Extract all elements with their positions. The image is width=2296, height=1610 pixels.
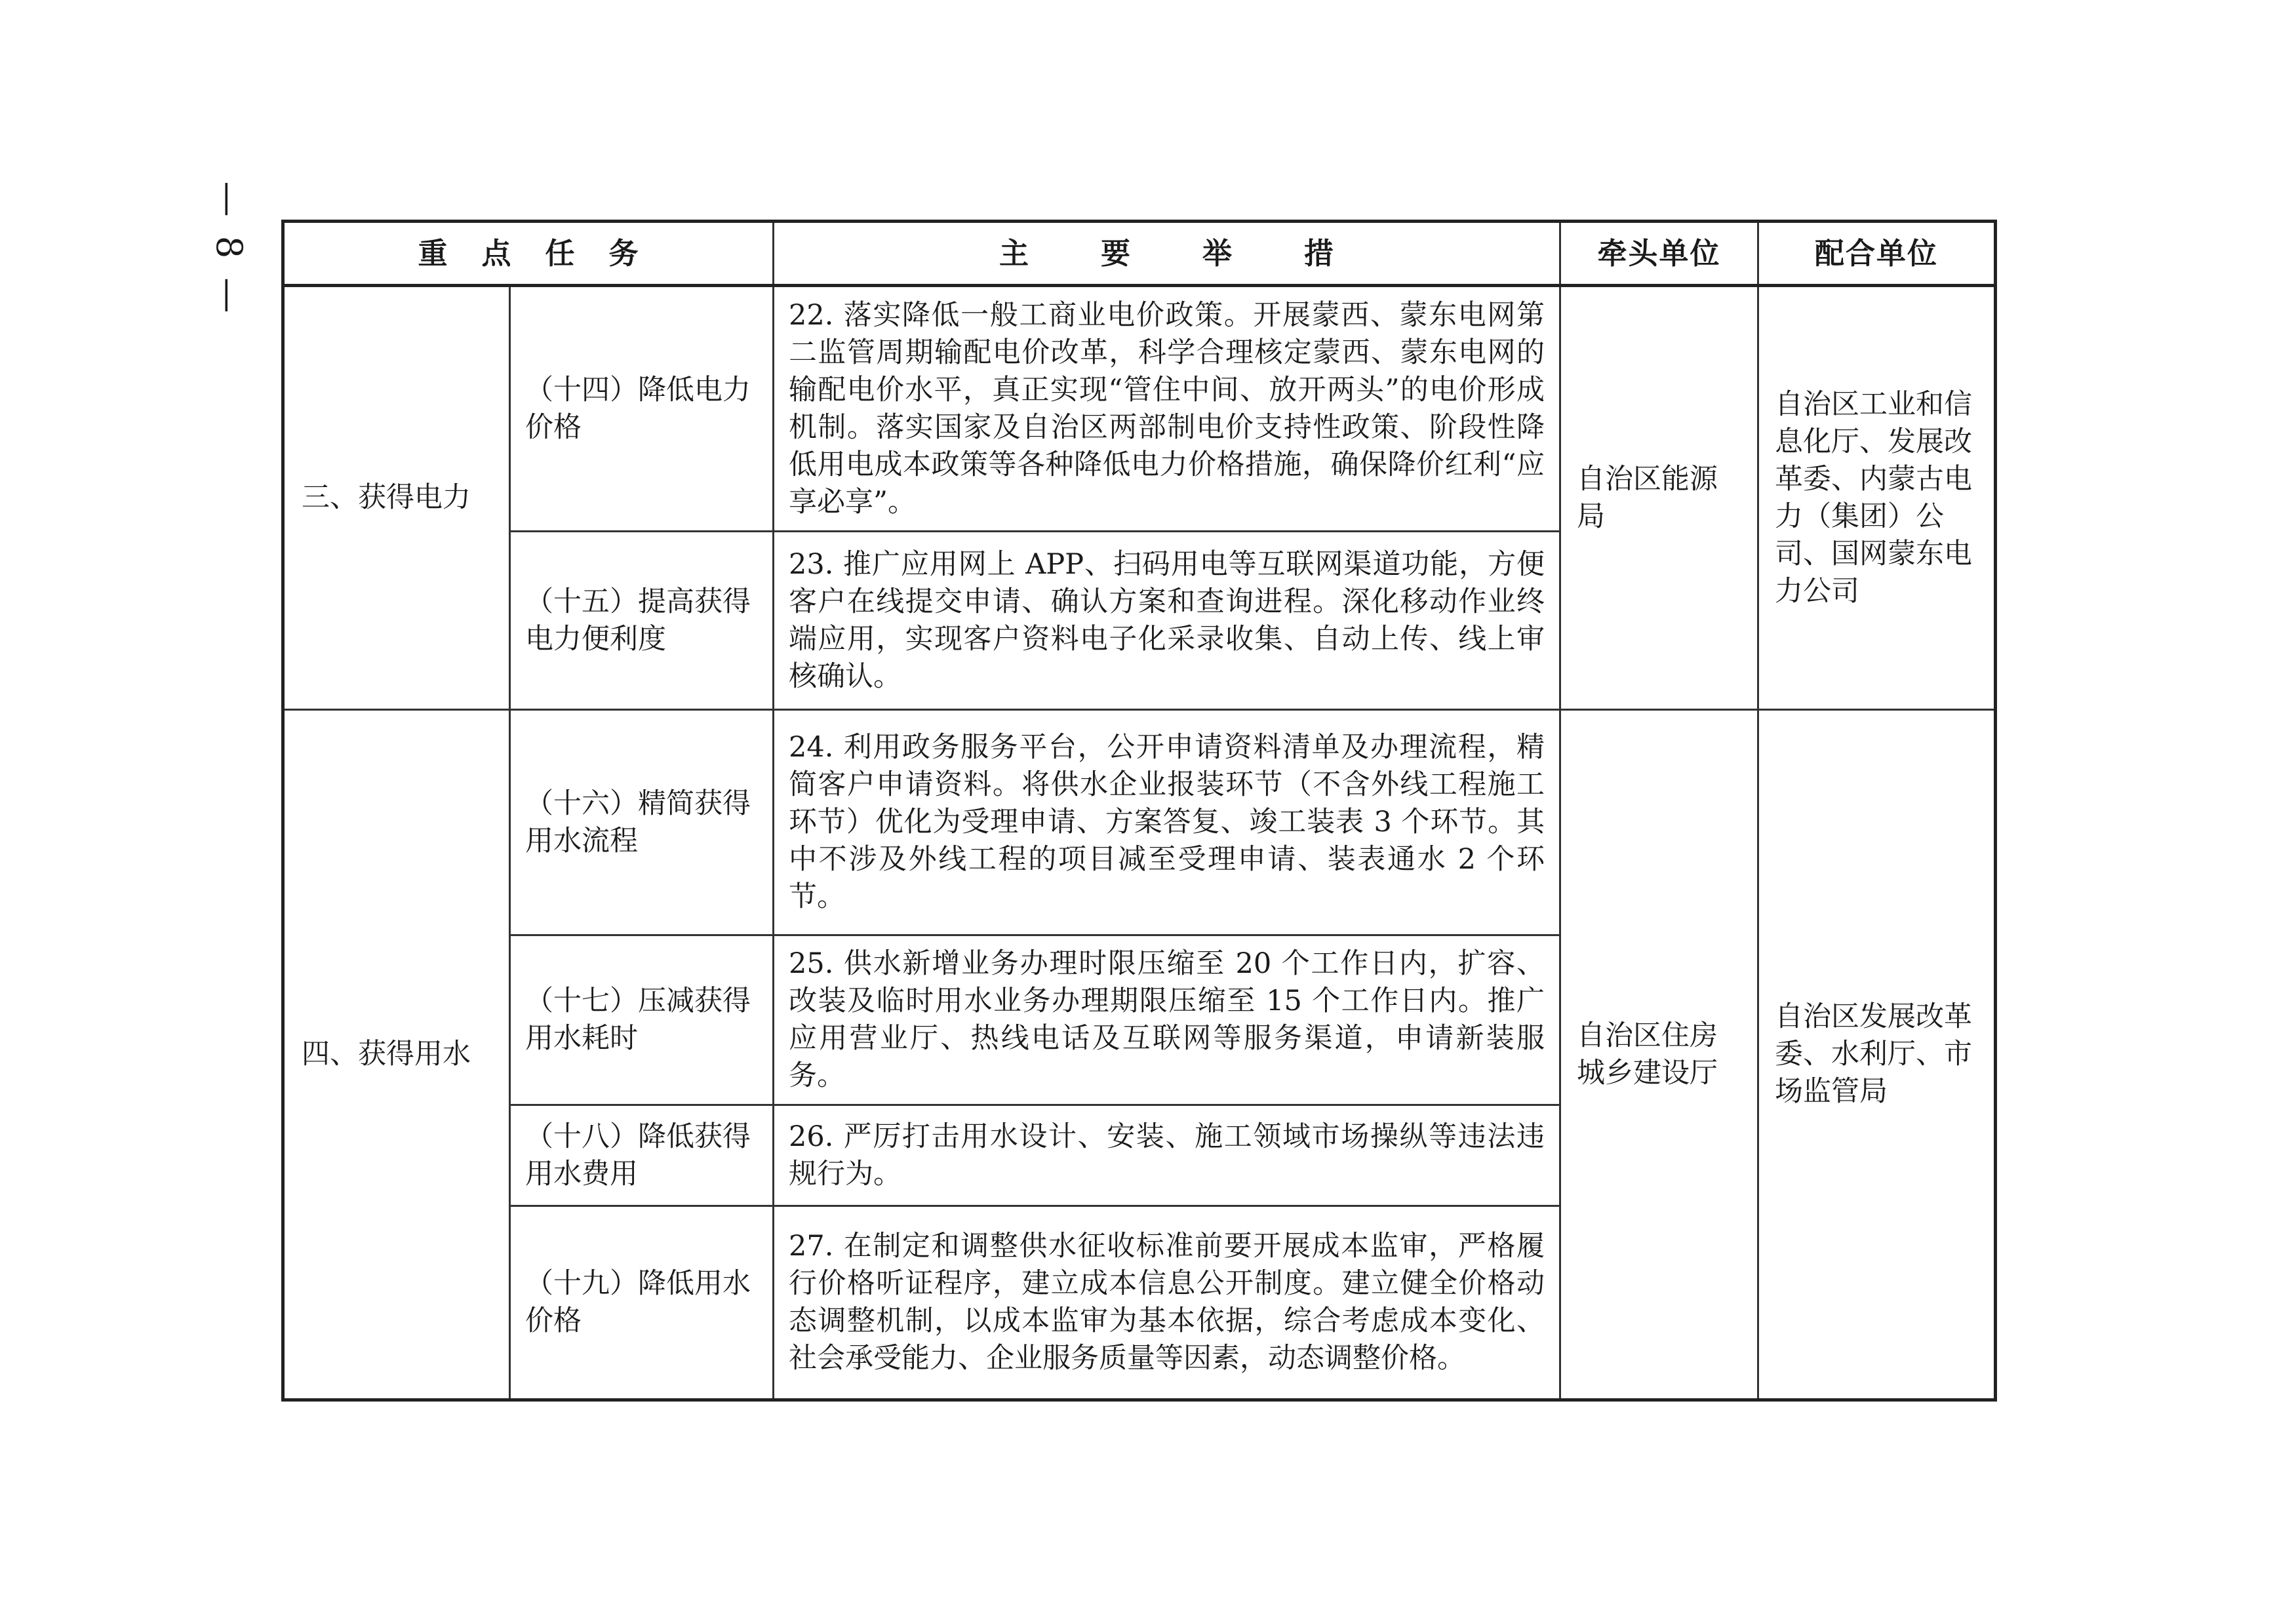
category-cell: 四、获得用水	[283, 710, 510, 1400]
subtask-cell: （十五）提高获得电力便利度	[510, 532, 774, 710]
cooperating-unit-cell: 自治区工业和信息化厅、发展改革委、内蒙古电力（集团）公司、国网蒙东电力公司	[1758, 286, 1996, 710]
header-key-tasks: 重点任务	[283, 222, 774, 286]
category-cell: 三、获得电力	[283, 286, 510, 710]
subtask-cell: （十八）降低获得用水费用	[510, 1105, 774, 1206]
measure-cell: 26. 严厉打击用水设计、安装、施工领域市场操纵等违法违规行为。	[774, 1105, 1560, 1206]
header-lead-unit: 牵头单位	[1560, 222, 1758, 286]
task-table-container	[281, 220, 1994, 1402]
measure-cell: 23. 推广应用网上 APP、扫码用电等互联网渠道功能，方便客户在线提交申请、确认方案和查询进程。深化移动作业终端应用，实现客户资料电子化采录收集、自动上传、线上审核确认。	[774, 532, 1560, 710]
measure-cell: 24. 利用政务服务平台，公开申请资料清单及办理流程，精简客户申请资料。将供水企业报装环节（不含外线工程施工环节）优化为受理申请、方案答复、竣工装表 3 个环节。其中不涉及外线工程的项目减至受理申请、装表通水 2 个环节。	[774, 710, 1560, 935]
table-row	[283, 710, 1996, 935]
lead-unit-cell: 自治区住房城乡建设厅	[1560, 710, 1758, 1400]
table-header-row	[283, 222, 1996, 286]
measure-cell: 25. 供水新增业务办理时限压缩至 20 个工作日内，扩容、改装及临时用水业务办理期限压缩至 15 个工作日内。推广应用营业厅、热线电话及互联网等服务渠道，申请新装服务。	[774, 935, 1560, 1105]
cooperating-unit-cell: 自治区发展改革委、水利厅、市场监管局	[1758, 710, 1996, 1400]
lead-unit-cell: 自治区能源局	[1560, 286, 1758, 710]
table-row	[283, 286, 1996, 532]
subtask-cell: （十六）精简获得用水流程	[510, 710, 774, 935]
subtask-cell: （十九）降低用水价格	[510, 1206, 774, 1400]
header-cooperating-unit: 配合单位	[1758, 222, 1996, 286]
page-number: — 8 —	[208, 181, 250, 317]
task-table	[281, 220, 1997, 1402]
subtask-cell: （十七）压减获得用水耗时	[510, 935, 774, 1105]
measure-cell: 27. 在制定和调整供水征收标准前要开展成本监审，严格履行价格听证程序，建立成本信息公开制度。建立健全价格动态调整机制，以成本监审为基本依据，综合考虑成本变化、社会承受能力、企业服务质量等因素，动态调整价格。	[774, 1206, 1560, 1400]
measure-cell: 22. 落实降低一般工商业电价政策。开展蒙西、蒙东电网第二监管周期输配电价改革，科学合理核定蒙西、蒙东电网的输配电价水平，真正实现“管住中间、放开两头”的电价形成机制。落实国家及自治区两部制电价支持性政策、阶段性降低用电成本政策等各种降低电力价格措施，确保降价红利“应享必享”。	[774, 286, 1560, 532]
header-main-measures: 主要举措	[774, 222, 1560, 286]
subtask-cell: （十四）降低电力价格	[510, 286, 774, 532]
